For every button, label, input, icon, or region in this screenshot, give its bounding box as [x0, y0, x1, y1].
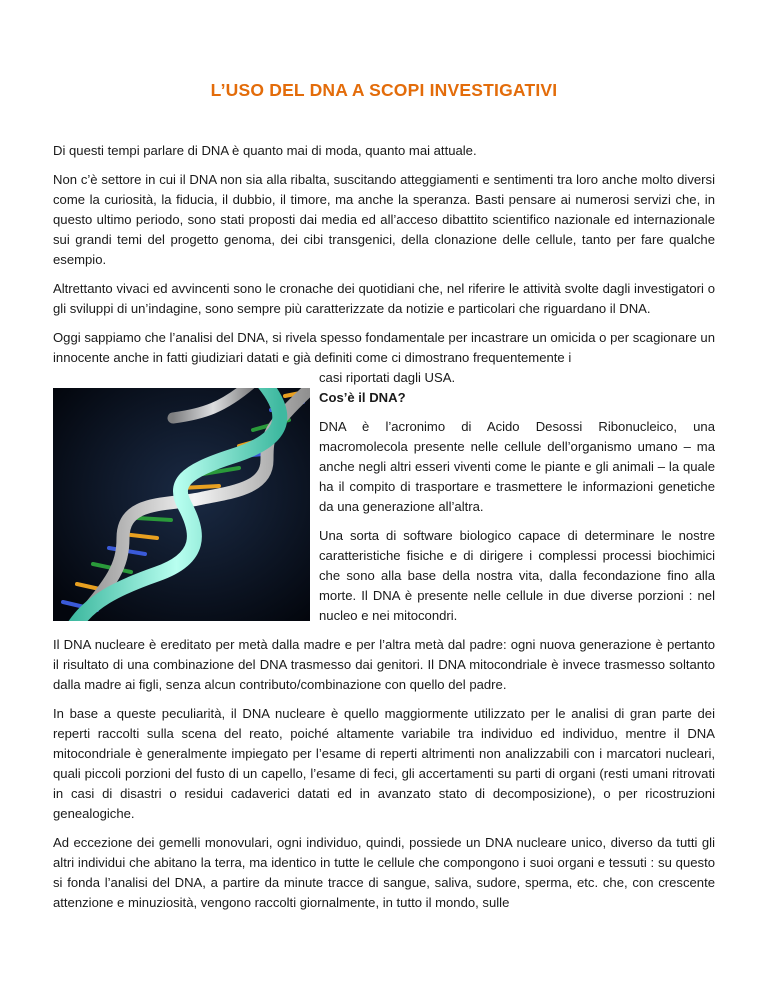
paragraph-intro: Di questi tempi parlare di DNA è quanto mai di moda, quanto mai attuale. — [53, 143, 477, 158]
document-body — [53, 141, 715, 922]
paragraph: Non c’è settore in cui il DNA non sia alla ribalta, suscitando atteggiamenti e sentimenti tra loro anche molto diversi come la curiosità, la fiducia, il dubbio, il timore, ma anche la speranza. Basti pensare ai numerosi servizi che, in questo ultimo periodo, sono stati proposti dai media ed all’acceso dibattito scientifico nazionale ed internazionale sui grandi temi del progetto genoma, dei cibi transgenici, della clonazione delle cellule, tanto per fare qualche esempio. — [53, 172, 715, 267]
section-paragraph: DNA è l’acronimo di Acido Desossi Ribonucleico, una macromolecola presente nelle cellule dell’organismo umano – ma anche negli altri esseri viventi come le piante e gli animali – la quale ha il compito di trasportare e trasmettere le informazioni genetiche da una generazione all’altra. — [319, 419, 715, 514]
paragraph: Altrettanto vivaci ed avvincenti sono le cronache dei quotidiani che, nel riferire le attività svolte dagli investigatori o gli sviluppi di un’indagine, sono sempre più caratterizzate da notizie e particolari che riguardano il DNA. — [53, 281, 715, 316]
section-heading: Cos’è il DNA? — [319, 390, 406, 405]
paragraph: Oggi sappiamo che l’analisi del DNA, si rivela spesso fondamentale per incastrare un omicida o per scagionare un innocente anche in fatti giudiziari datati e già definiti come ci dimostrano frequentemente i — [53, 330, 715, 365]
paragraph: In base a queste peculiarità, il DNA nucleare è quello maggiormente utilizzato per le analisi di gran parte dei reperti raccolti sulla scena del reato, poiché altamente variabile tra individuo ed individuo, mentre il DNA mitocondriale è generalmente impiegato per l’esame di reperti altrimenti non analizzabili con i marcatori nucleari, quali piccoli porzioni del fusto di un capello, l’esame di feci, gli accertamenti su parti di organi (resti umani ritrovati in casi di disastri o residui cadaverici datati ed in avanzato stato di decomposizione), o per ricostruzioni genealogiche. — [53, 706, 715, 821]
document-title: L’USO DEL DNA A SCOPI INVESTIGATIVI — [210, 80, 558, 100]
dna-helix-image — [53, 388, 310, 621]
paragraph: Ad eccezione dei gemelli monovulari, ogni individuo, quindi, possiede un DNA nucleare unico, diverso da tutti gli altri individui che abitano la terra, ma identico in tutte le cellule che compongono i suoi organi e tessuti : su questo si fonda l’analisi del DNA, a partire da minute tracce di sangue, saliva, sudore, sperma, etc. che, con crescente attenzione e minuziosità, vengono raccolti giornalmente, in tutto il mondo, sulle — [53, 835, 715, 910]
paragraph-continuation: casi riportati dagli USA. — [319, 370, 456, 385]
dna-helix-icon — [53, 388, 310, 621]
paragraph: Il DNA nucleare è ereditato per metà dalla madre e per l’altra metà dal padre: ogni nuova generazione è pertanto il risultato di una combinazione del DNA trasmesso dai genitori. Il DNA mitocondriale è invece trasmesso soltanto dalla madre ai figli, senza alcun contributo/combinazione con quello del padre. — [53, 637, 715, 692]
section-paragraph: Una sorta di software biologico capace di determinare le nostre caratteristiche fisiche e di dirigere i complessi processi biochimici che sono alla base della nostra vita, dalla fecondazione fino alla morte. Il DNA è presente nelle cellule in due diverse porzioni : nel nucleo e nei mitocondri. — [319, 528, 715, 623]
